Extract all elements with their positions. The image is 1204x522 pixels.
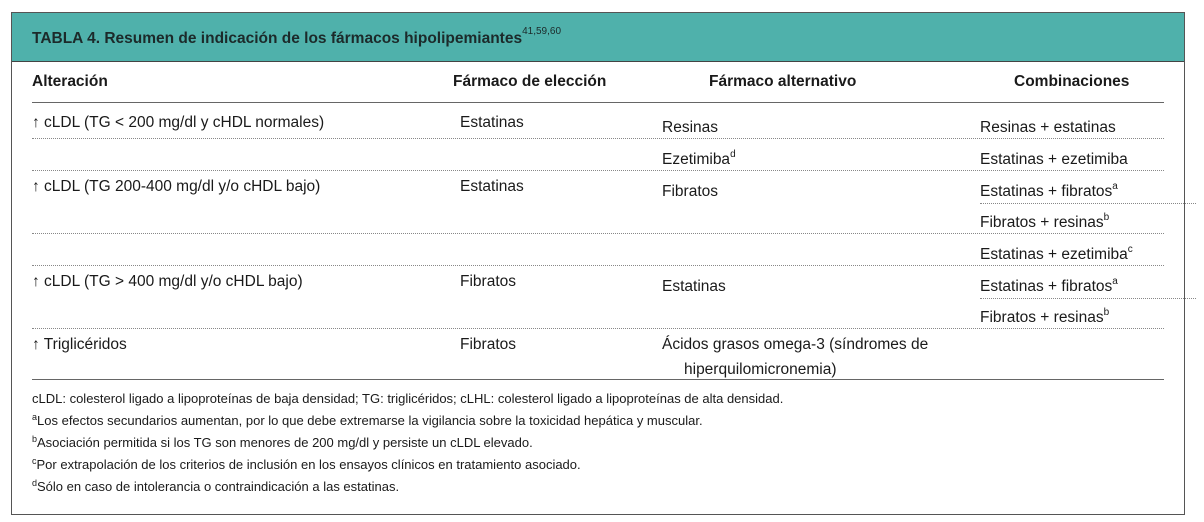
footnote-d xyxy=(32,474,1164,496)
cell-eleccion: Estatinas xyxy=(460,178,524,195)
cell-alternativo xyxy=(662,113,962,138)
cell-combinacion xyxy=(980,171,1196,204)
table-row xyxy=(32,234,1164,266)
footnote-ref: c xyxy=(1127,244,1133,255)
cell-alteracion: ↑ Triglicéridos xyxy=(32,336,127,353)
cell-combinacion xyxy=(980,303,1109,328)
cell-combinacion-text: Estatinas + ezetimiba xyxy=(980,151,1128,168)
table-row xyxy=(32,107,1164,139)
table-row xyxy=(32,297,1164,329)
cell-combinacion-text: Estatinas + fibratos xyxy=(980,278,1113,295)
table-row xyxy=(32,139,1164,171)
cell-alternativo xyxy=(662,177,962,202)
table-title-text: TABLA 4. Resumen de indicación de los fármacos hipolipemiantes xyxy=(32,30,523,47)
cell-alternativo xyxy=(662,272,962,297)
cell-eleccion: Estatinas xyxy=(460,114,524,131)
cell-alteracion: ↑ cLDL (TG < 200 mg/dl y cHDL normales) xyxy=(32,114,325,131)
footnote-text: Asociación permitida si los TG son menores de 200 mg/dl y persiste un cLDL elevado. xyxy=(37,435,533,450)
cell-combinacion xyxy=(980,208,1109,233)
footnote-c xyxy=(32,452,1164,474)
footnote-a xyxy=(32,408,1164,430)
footnote-ref: b xyxy=(1103,307,1110,318)
header-alteracion: Alteración xyxy=(32,73,108,90)
footnote-mark: b xyxy=(32,434,38,444)
cell-combinacion-text: Estatinas + fibratos xyxy=(980,183,1113,200)
table-body xyxy=(32,103,1164,380)
table-header xyxy=(32,62,1164,103)
table-row xyxy=(32,266,1164,297)
table-footnotes xyxy=(32,380,1164,496)
cell-alternativo-text: Ácidos grasos omega-3 (síndromes de hiperquilomicronemia) xyxy=(662,336,929,378)
header-farmaco-alternativo: Fármaco alternativo xyxy=(709,73,857,90)
cell-combinacion xyxy=(980,266,1196,299)
table-title xyxy=(32,26,561,48)
table-title-bar xyxy=(12,13,1184,62)
footnote-mark: c xyxy=(32,456,37,466)
footnote-mark: d xyxy=(32,478,38,488)
table-title-references: 41,59,60 xyxy=(522,26,562,37)
cell-combinacion-text: Estatinas + ezetimiba xyxy=(980,246,1128,263)
cell-combinacion xyxy=(980,145,1128,170)
cell-combinacion-text: Fibratos + resinas xyxy=(980,214,1104,231)
cell-alternativo xyxy=(662,145,962,170)
cell-combinacion-text: Fibratos + resinas xyxy=(980,309,1104,326)
cell-alternativo-text: Estatinas xyxy=(662,278,726,295)
footnote-abbreviations xyxy=(32,386,1164,408)
footnote-ref: a xyxy=(1112,276,1118,287)
cell-alternativo-text: Resinas xyxy=(662,119,718,136)
cell-eleccion: Fibratos xyxy=(460,273,516,290)
table-row xyxy=(32,329,1164,379)
header-farmaco-eleccion: Fármaco de elección xyxy=(453,73,607,90)
footnote-ref: b xyxy=(1103,212,1110,223)
cell-combinacion xyxy=(980,113,1116,138)
cell-alteracion: ↑ cLDL (TG 200-400 mg/dl y/o cHDL bajo) xyxy=(32,178,321,195)
footnote-ref: d xyxy=(730,149,736,160)
cell-combinacion xyxy=(980,240,1133,265)
cell-eleccion: Fibratos xyxy=(460,336,516,353)
footnote-text: cLDL: colesterol ligado a lipoproteínas de baja densidad; TG: triglicéridos; cLHL: colesterol ligado a lipoproteínas de alta densidad. xyxy=(32,391,784,406)
table-row xyxy=(32,202,1164,234)
footnote-b xyxy=(32,430,1164,452)
cell-alteracion: ↑ cLDL (TG > 400 mg/dl y/o cHDL bajo) xyxy=(32,273,303,290)
footnote-text: Sólo en caso de intolerancia o contraindicación a las estatinas. xyxy=(37,479,400,494)
cell-combinacion-text: Resinas + estatinas xyxy=(980,119,1116,136)
footnote-text: Por extrapolación de los criterios de inclusión en los ensayos clínicos en tratamiento asociado. xyxy=(36,457,581,472)
cell-alternativo-text: Ezetimiba xyxy=(662,151,731,168)
cell-alternativo-text: Fibratos xyxy=(662,183,718,200)
header-combinaciones: Combinaciones xyxy=(1014,73,1130,90)
footnote-mark: a xyxy=(32,412,38,422)
footnote-ref: a xyxy=(1112,181,1118,192)
table-frame xyxy=(11,12,1185,515)
footnote-text: Los efectos secundarios aumentan, por lo que debe extremarse la vigilancia sobre la toxicidad hepática y muscular. xyxy=(37,413,703,428)
table-row xyxy=(32,171,1164,202)
cell-alternativo xyxy=(662,335,984,380)
